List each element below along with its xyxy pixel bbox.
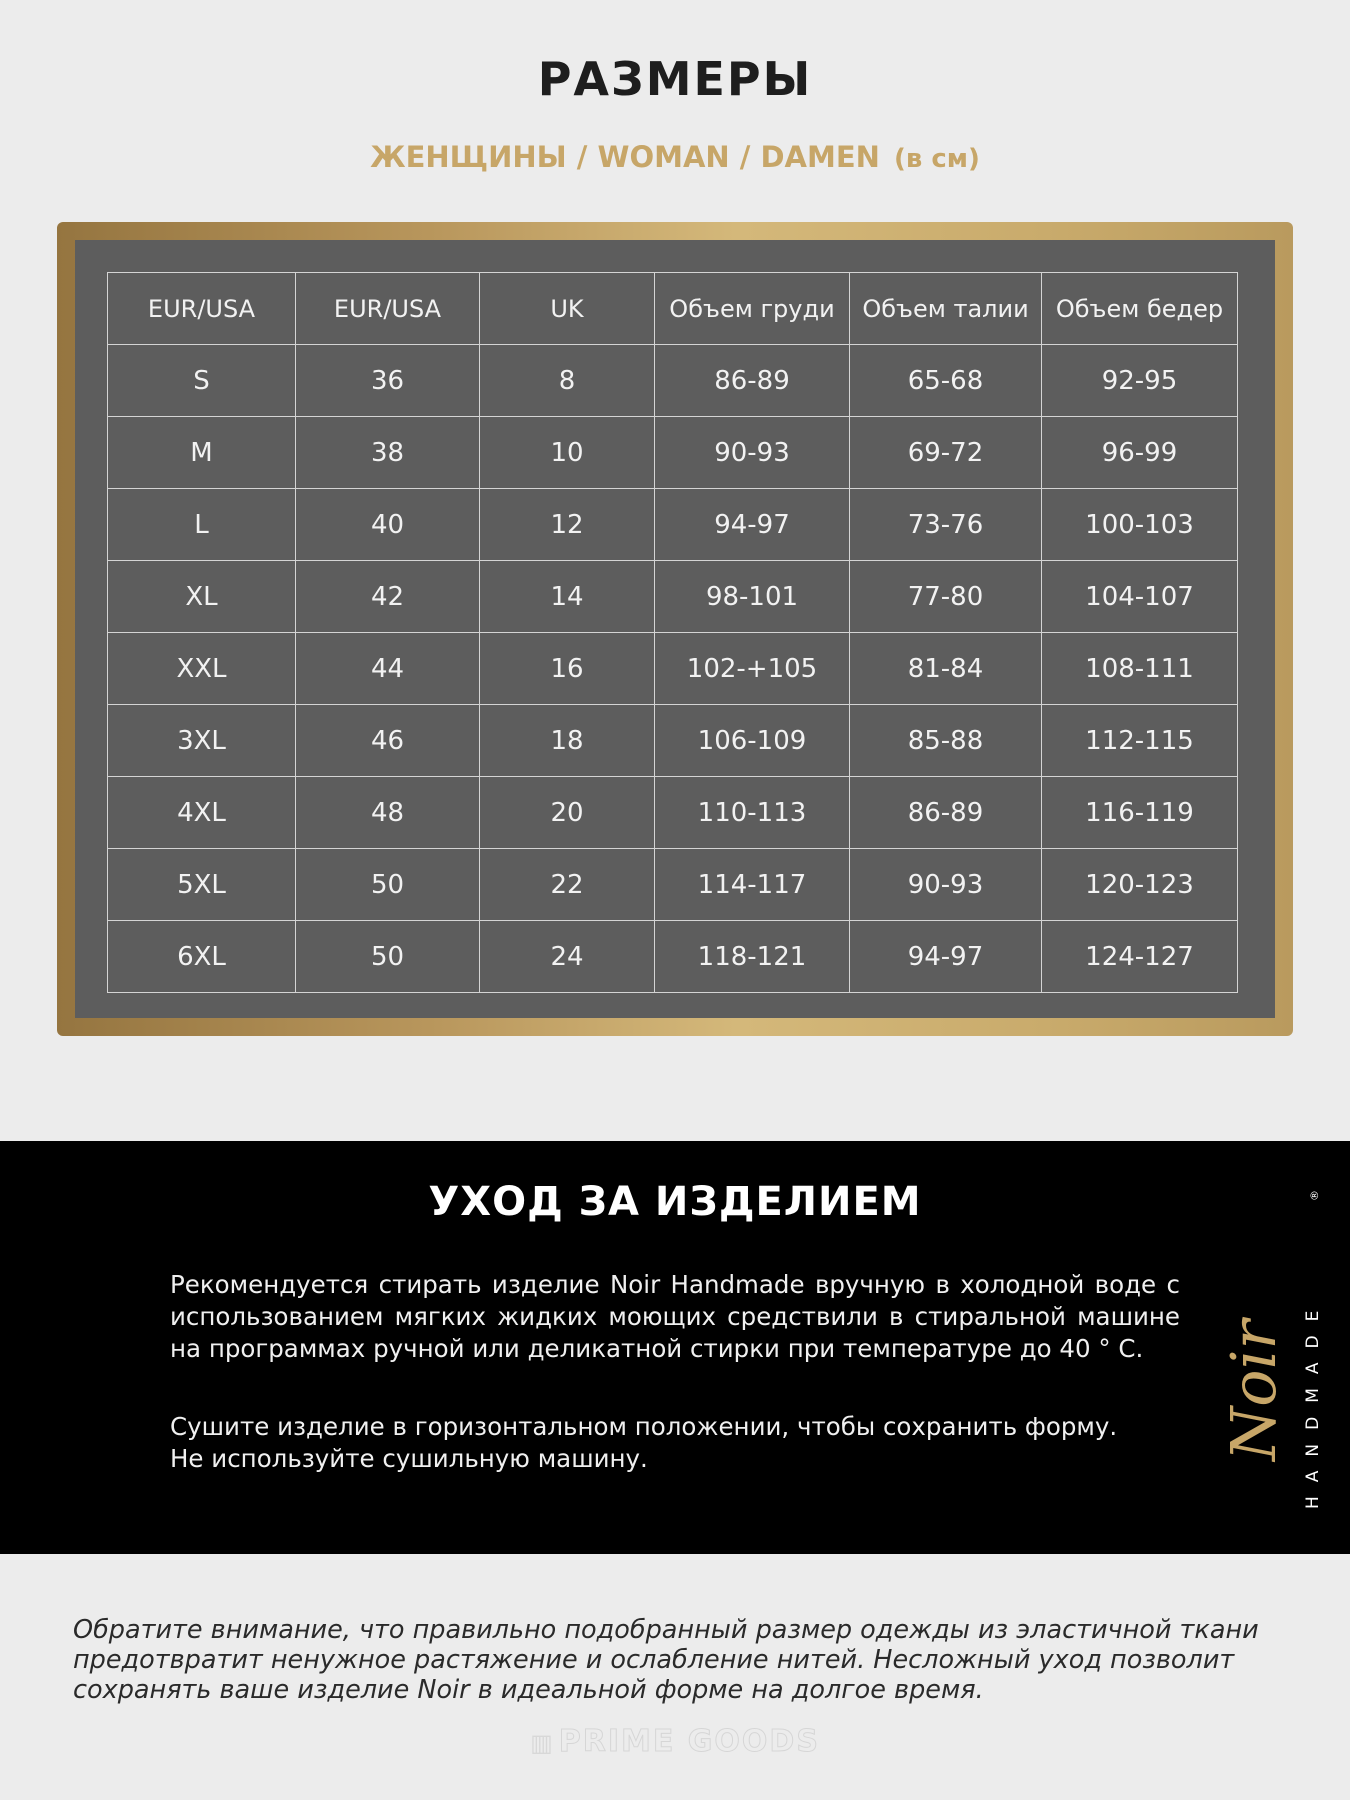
table-cell: 104-107 [1042,561,1238,633]
care-paragraph-dry [170,1411,1180,1475]
table-cell: 106-109 [655,705,850,777]
table-row [108,633,1238,705]
table-cell: 90-93 [850,849,1042,921]
unit-label: (в см) [893,144,980,174]
table-cell: XL [108,561,296,633]
table-cell: 108-111 [1042,633,1238,705]
table-row [108,345,1238,417]
table-cell: XXL [108,633,296,705]
table-cell: 110-113 [655,777,850,849]
table-cell: 3XL [108,705,296,777]
column-header: Объем груди [655,273,850,345]
table-row [108,921,1238,993]
noir-handmade-logo [1217,1190,1335,1531]
table-cell: 50 [296,921,480,993]
table-cell: 14 [480,561,655,633]
table-cell: 94-97 [850,921,1042,993]
table-row [108,849,1238,921]
table-cell: 10 [480,417,655,489]
table-cell: 20 [480,777,655,849]
table-cell: 90-93 [655,417,850,489]
care-dryer-line: Не используйте сушильную машину. [170,1444,648,1473]
table-cell: 46 [296,705,480,777]
table-cell: 4XL [108,777,296,849]
table-cell: 69-72 [850,417,1042,489]
table-cell: 100-103 [1042,489,1238,561]
table-cell: 36 [296,345,480,417]
table-cell: 81-84 [850,633,1042,705]
table-cell: 94-97 [655,489,850,561]
table-cell: 102-+105 [655,633,850,705]
column-header: EUR/USA [296,273,480,345]
watermark [0,1724,1350,1759]
brand-script: Noir [1217,1319,1290,1461]
table-cell: 85-88 [850,705,1042,777]
table-cell: 38 [296,417,480,489]
table-row [108,561,1238,633]
table-cell: 6XL [108,921,296,993]
care-dry-line: Сушите изделие в горизонтальном положении, чтобы сохранить форму. [170,1412,1118,1441]
table-cell: 48 [296,777,480,849]
table-cell: 116-119 [1042,777,1238,849]
table-row [108,705,1238,777]
table-cell: L [108,489,296,561]
table-cell: 96-99 [1042,417,1238,489]
table-cell: 120-123 [1042,849,1238,921]
table-row [108,417,1238,489]
table-cell: S [108,345,296,417]
table-cell: 40 [296,489,480,561]
table-cell: 16 [480,633,655,705]
table-cell: 118-121 [655,921,850,993]
table-cell: 50 [296,849,480,921]
page-title: РАЗМЕРЫ [537,52,813,106]
subtitle-text: ЖЕНЩИНЫ / WOMAN / DAMEN [370,140,880,174]
watermark-text: PRIME GOODS [558,1724,820,1759]
care-section [0,1141,1350,1554]
care-title: УХОД ЗА ИЗДЕЛИЕМ [428,1179,922,1225]
column-header: Объем талии [850,273,1042,345]
table-cell: 73-76 [850,489,1042,561]
table-cell: 124-127 [1042,921,1238,993]
table-cell: 86-89 [655,345,850,417]
table-cell: 12 [480,489,655,561]
table-cell: 86-89 [850,777,1042,849]
table-cell: 8 [480,345,655,417]
table-cell: 42 [296,561,480,633]
table-cell: 24 [480,921,655,993]
table-cell: 5XL [108,849,296,921]
table-header-row [108,273,1238,345]
size-table [107,272,1238,993]
column-header: Объем бедер [1042,273,1238,345]
table-cell: 112-115 [1042,705,1238,777]
prime-goods-logo-icon: ▥ [530,1729,555,1757]
table-cell: 22 [480,849,655,921]
column-header: UK [480,273,655,345]
size-table-frame [57,222,1293,1036]
table-cell: 114-117 [655,849,850,921]
table-row [108,489,1238,561]
table-cell: 44 [296,633,480,705]
care-paragraph-wash: Рекомендуется стирать изделие Noir Handmade вручную в холодной воде с использованием мягких жидких моющих средствили в стиральной машине на программах ручной или деликатной стирки при температуре до 40 ° C. [170,1270,1180,1363]
table-row [108,777,1238,849]
table-cell: 77-80 [850,561,1042,633]
brand-word: HANDMADE [1303,1296,1323,1509]
table-cell: M [108,417,296,489]
table-cell: 92-95 [1042,345,1238,417]
registered-mark: ® [1308,1190,1321,1201]
table-cell: 65-68 [850,345,1042,417]
page-subtitle [0,140,1350,174]
note-text: Обратите внимание, что правильно подобранный размер одежды из эластичной ткани предотвратит ненужное растяжение и ослабление нитей. Несложный уход позволит сохранять ваше изделие Noir в идеальной форме на долгое время. [73,1615,1259,1705]
table-cell: 18 [480,705,655,777]
table-cell: 98-101 [655,561,850,633]
column-header: EUR/USA [108,273,296,345]
size-table-panel [75,240,1275,1018]
